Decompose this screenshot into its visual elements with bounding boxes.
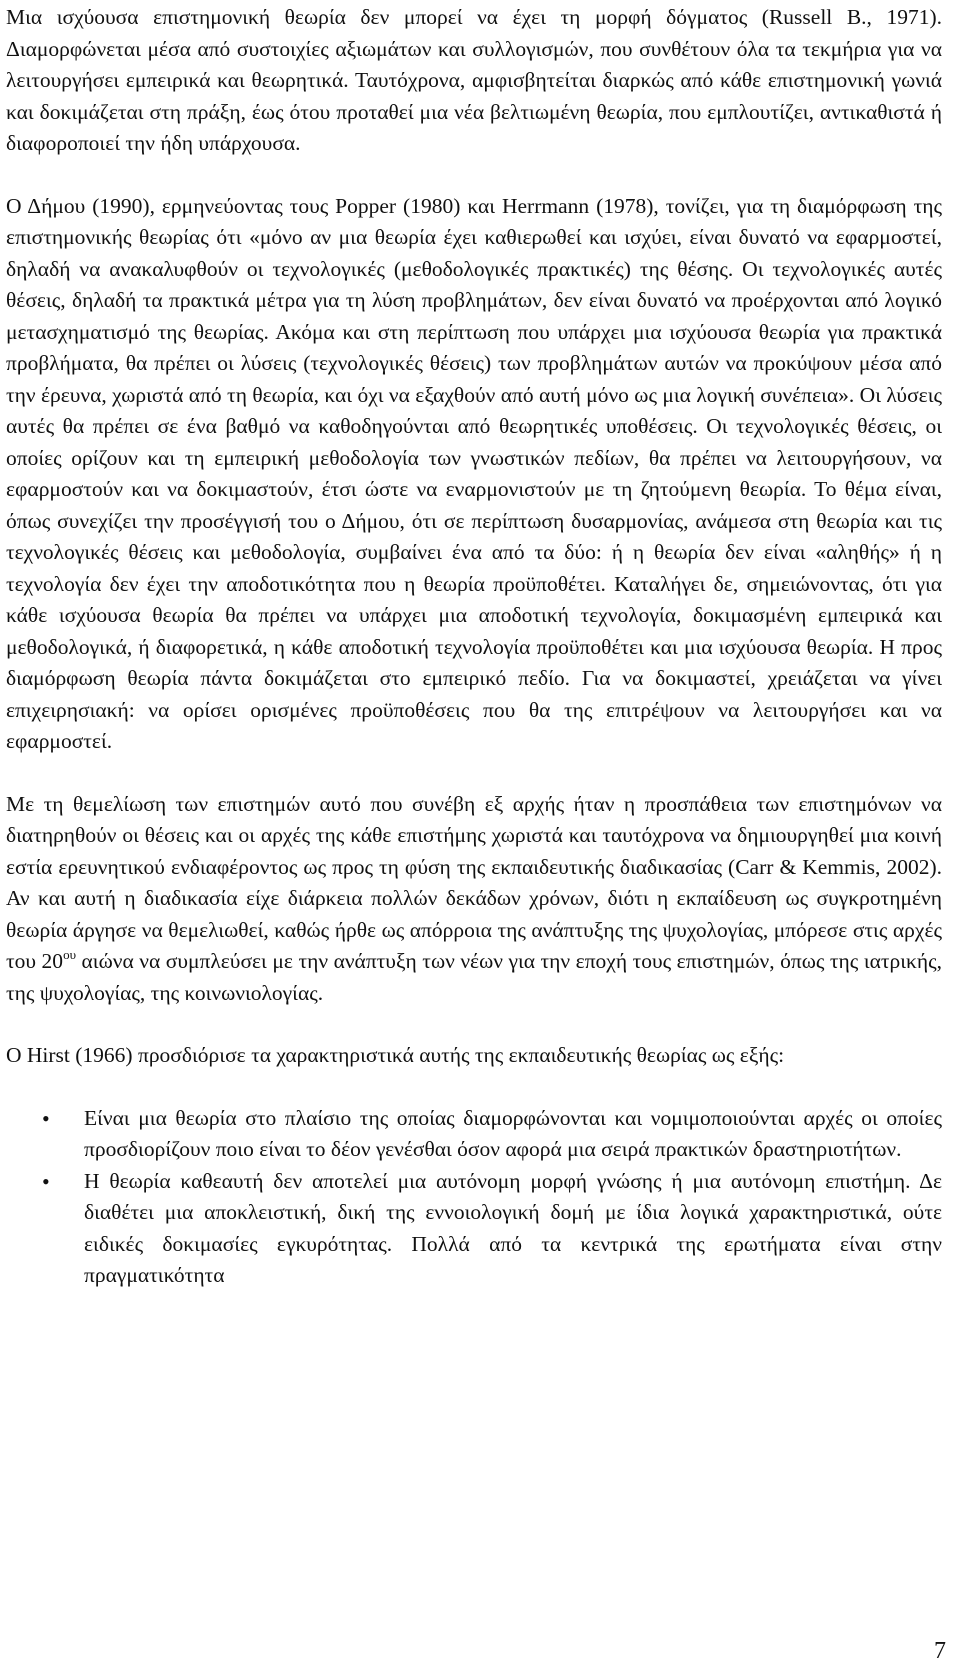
bullet-item-text: Η θεωρία καθεαυτή δεν αποτελεί μια αυτόνομη μορφή γνώσης ή μια αυτόνομη επιστήμη. Δε διαθέτει μια αποκλειστική, δική της εννοιολογική δομή με ίδια λογικά χαρακτηριστικά, ούτε ειδικές δοκιμασίες εγκυρότητας. Πολλά από τα κεντρικά της ερωτήματα είναι στην πραγματικότητα bbox=[84, 1168, 942, 1287]
paragraph-2: Ο Δήμου (1990), ερμηνεύοντας τους Popper (1980) και Herrmann (1978), τονίζει, για τη διαμόρφωση της επιστημονικής θεωρίας ότι «μόνο αν μια θεωρία έχει καθιερωθεί και ισχύει, είναι δυνατό να εφαρμοστεί, δηλαδή να ανακαλυφθούν οι τεχνολογικές (μεθοδολογικές πρακτικές) της θέσης. Οι τεχνολογικές αυτές θέσεις, δηλαδή τα πρακτικά μέτρα για τη λύση προβλημάτων, δεν είναι δυνατό να προέρχονται από λογικό μετασχηματισμό της θεωρίας. Ακόμα και στη περίπτωση που υπάρχει μια ισχύουσα θεωρία για πρακτικά προβλήματα, θα πρέπει οι λύσεις (τεχνολογικές θέσεις) των προβλημάτων αυτών να προκύψουν μέσα από την έρευνα, χωριστά από τη θεωρία, και όχι να εξαχθούν από αυτή μόνο ως μια λογική συνέπεια». Οι λύσεις αυτές θα πρέπει σε ένα βαθμό να καθοδηγούνται από θεωρητικές υποθέσεις. Οι τεχνολογικές θέσεις, οι οποίες ορίζουν και τη εμπειρική μεθοδολογία των γνωστικών πεδίων, θα πρέπει να λειτουργήσουν, να εφαρμοστούν και να δοκιμαστούν, έτσι ώστε να εναρμονιστούν με τη ζητούμενη θεωρία. Το θέμα είναι, όπως συνεχίζει την προσέγγισή του ο Δήμου, ότι σε περίπτωση δυσαρμονίας, ανάμεσα στη θεωρία και τις τεχνολογικές θέσεις και μεθοδολογία, συμβαίνει ένα από τα δύο: ή η θεωρία δεν είναι «αληθής» ή η τεχνολογία δεν έχει την αποδοτικότητα που η θεωρία προϋποθέτει. Καταλήγει δε, σημειώνοντας, ότι για κάθε ισχύουσα θεωρία θα πρέπει να υπάρχει μια αποδοτική τεχνολογία, δοκιμασμένη εμπειρικά και μεθοδολογικά, ή διαφορετικά, η κάθε αποδοτική τεχνολογία προϋποθέτει και μια ισχύουσα θεωρία. Η προς διαμόρφωση θεωρία πάντα δοκιμάζεται στο εμπειρικό πεδίο. Για να δοκιμαστεί, χρειάζεται να γίνει επιχειρησιακή: να ορίσει ορισμένες προϋποθέσεις που θα της επιτρέψουν να λειτουργήσει και να εφαρμοστεί. bbox=[6, 193, 942, 753]
bullet-marker: • bbox=[42, 1105, 50, 1131]
paragraph-spacer bbox=[6, 1009, 942, 1040]
page-number: 7 bbox=[934, 1638, 946, 1664]
paragraph-3-text-end: αιώνα να συμπλεύσει με την ανάπτυξη των νέων για την εποχή τους επιστημών, όπως της ιατρικής, της ψυχολογίας, της κοινωνιολογίας. bbox=[6, 949, 942, 1005]
superscript-ordinal: ου bbox=[63, 947, 76, 962]
paragraph-spacer bbox=[6, 160, 942, 191]
paragraph-3 bbox=[6, 789, 942, 1010]
paragraph-1: Μια ισχύουσα επιστημονική θεωρία δεν μπορεί να έχει τη μορφή δόγματος (Russell B., 1971). Διαμορφώνεται μέσα από συστοιχίες αξιωμάτων και συλλογισμών, που συνθέτουν όλα τα τεκμήρια για να λειτουργήσει εμπειρικά και θεωρητικά. Ταυτόχρονα, αμφισβητείται διαρκώς από κάθε επιστημονική γωνιά και δοκιμάζεται στη πράξη, έως ότου προταθεί μια νέα βελτιωμένη θεωρία, που εμπλουτίζει, αντικαθιστά ή διαφοροποιεί την ήδη υπάρχουσα. bbox=[6, 5, 942, 155]
bullet-item bbox=[6, 1166, 942, 1292]
bullet-list bbox=[6, 1103, 942, 1292]
bullet-item bbox=[6, 1103, 942, 1166]
bullet-item-text: Είναι μια θεωρία στο πλαίσιο της οποίας διαμορφώνονται και νομιμοποιούνται αρχές οι οποίες προσδιορίζουν ποιο είναι το δέον γενέσθαι όσον αφορά μια σειρά πρακτικών δραστηριοτήτων. bbox=[84, 1105, 942, 1161]
paragraph-spacer bbox=[6, 1072, 942, 1103]
paragraph-3-text-start: Με τη θεμελίωση των επιστημών αυτό που συνέβη εξ αρχής ήταν η προσπάθεια των επιστημόνων να διατηρηθούν οι θέσεις και οι αρχές της κάθε επιστήμης χωριστά και ταυτόχρονα να δημιουργηθεί μια κοινή εστία ερευνητικού ενδιαφέροντος ως προς τη φύση της εκπαιδευτικής διαδικασίας (Carr & Kemmis, 2002). Αν και αυτή η διαδικασία είχε διάρκεια πολλών δεκάδων χρόνων, διότι η εκπαίδευση ως συγκροτημένη θεωρία άργησε να θεμελιωθεί, καθώς ήρθε ως απόρροια της ανάπτυξης της ψυχολογίας, μπόρεσε στις αρχές του 20 bbox=[6, 791, 942, 973]
paragraph-spacer bbox=[6, 758, 942, 789]
bullet-marker: • bbox=[42, 1168, 50, 1194]
paragraph-4: Ο Hirst (1966) προσδιόρισε τα χαρακτηριστικά αυτής της εκπαιδευτικής θεωρίας ως εξής: bbox=[6, 1043, 785, 1067]
